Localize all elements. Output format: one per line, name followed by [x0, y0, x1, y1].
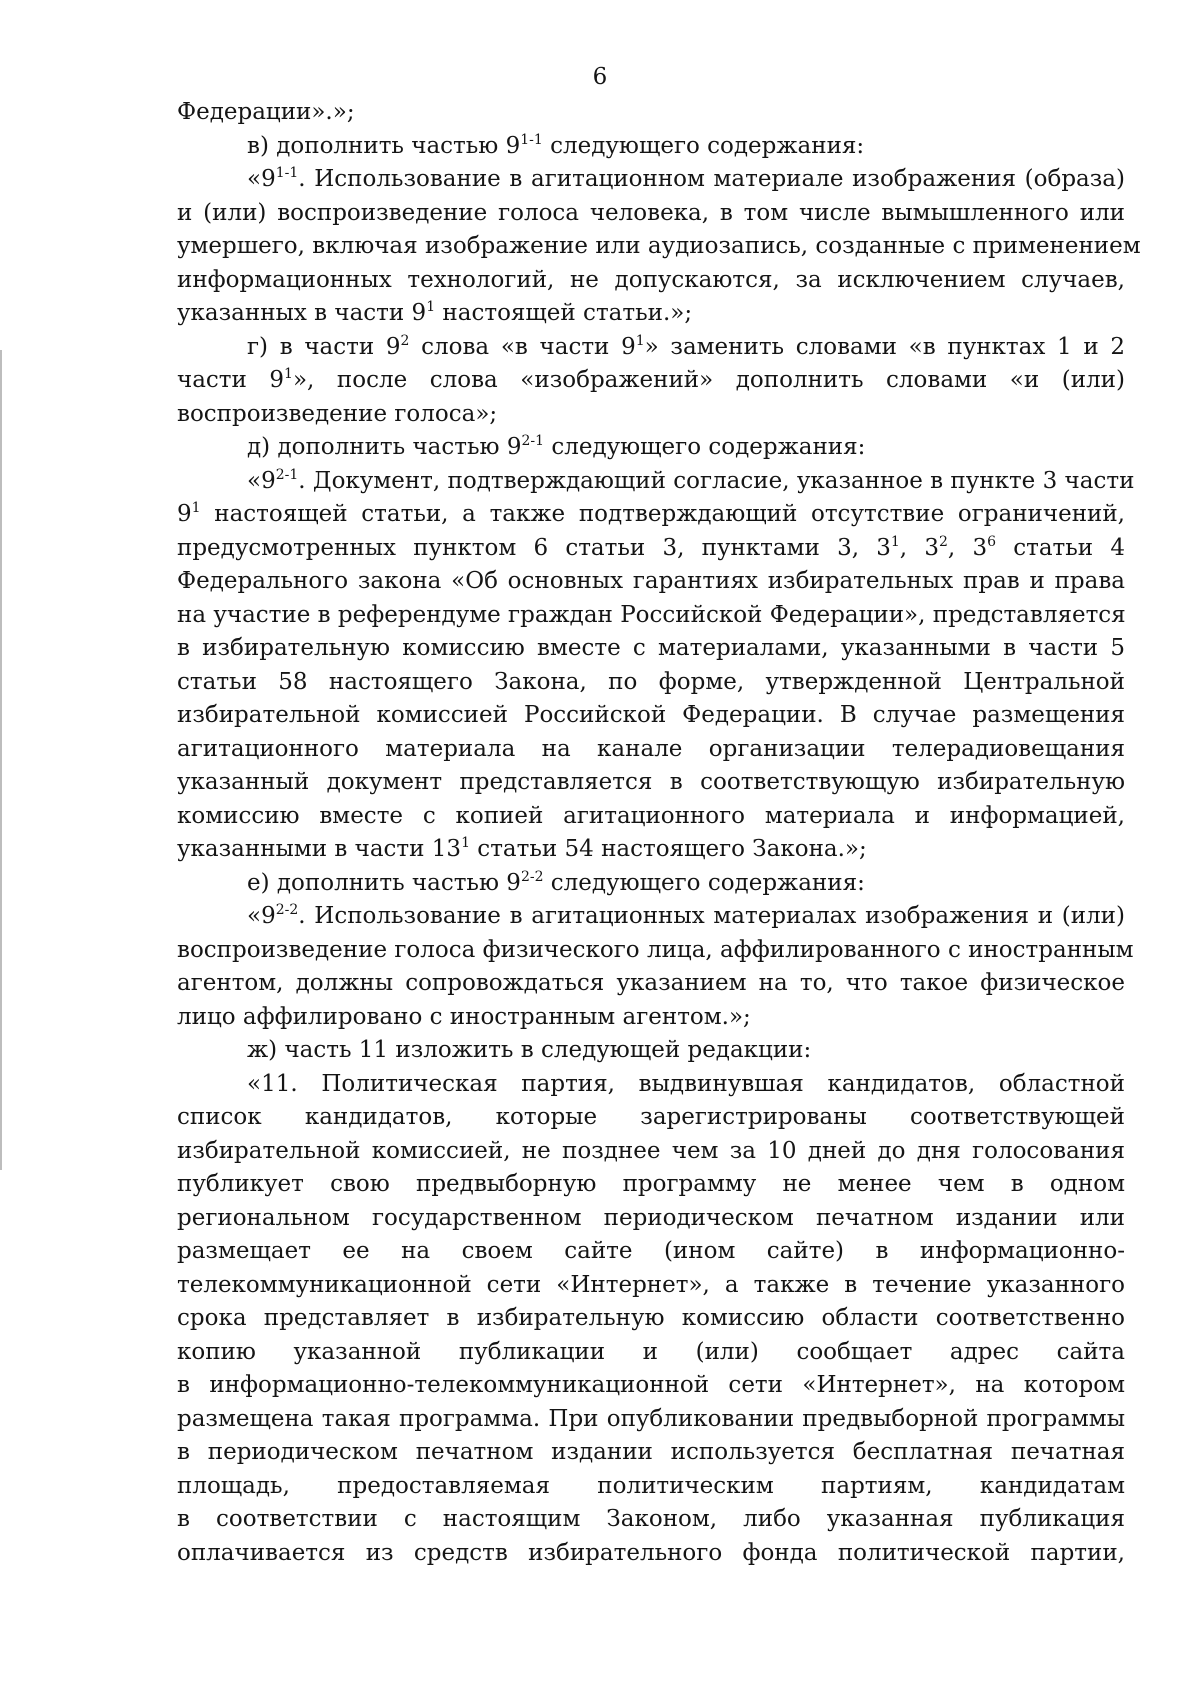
superscript: 2-2 [520, 868, 544, 885]
text-segment: статьи 58 настоящего Закона, по форме, утвержденной Центральной [177, 668, 1125, 695]
text-line [177, 565, 1125, 599]
text-segment: на участие в референдуме граждан Российской Федерации», представляется [177, 601, 1126, 628]
text-line [177, 431, 1125, 465]
text-segment: «11. Политическая партия, выдвинувшая кандидатов, областной [247, 1070, 1125, 1097]
superscript: 1-1 [520, 131, 543, 148]
superscript: 2-1 [521, 433, 545, 449]
text-segment: агентом, должны сопровождаться указанием на то, что такое физическое [177, 970, 1125, 996]
text-segment: «9 [247, 903, 276, 929]
text-line [177, 599, 1125, 633]
text-line [177, 733, 1125, 767]
text-segment: . Документ, подтверждающий согласие, указанное в пункте 3 части [298, 467, 1135, 494]
text-line [177, 197, 1125, 231]
text-line [177, 1235, 1125, 1269]
superscript: 2-1 [275, 466, 299, 483]
text-segment: размещена такая программа. При опубликовании предвыборной программы [177, 1405, 1125, 1432]
text-segment: умершего, включая изображение или аудиозапись, созданные с применением [177, 233, 1141, 259]
text-line [177, 230, 1141, 264]
text-segment: региональном государственном периодическом печатном издании или [177, 1204, 1125, 1231]
superscript: 2-2 [275, 902, 299, 918]
text-line [177, 532, 1125, 566]
text-line [177, 1537, 1125, 1571]
text-line [177, 130, 1125, 164]
text-segment: указанными в части 13 [177, 836, 462, 862]
text-line [177, 163, 1125, 197]
text-line [177, 766, 1125, 800]
text-segment: площадь, предоставляемая политическим партиям, кандидатам [177, 1472, 1125, 1499]
text-segment: лицо аффилировано с иностранным агентом.»; [177, 1003, 751, 1030]
text-segment: . Использование в агитационных материалах изображения и (или) [298, 903, 1125, 929]
text-segment: е) дополнить частью 9 [247, 869, 521, 896]
text-segment: избирательной комиссией, не позднее чем за 10 дней до дня голосования [177, 1137, 1125, 1164]
text-line [177, 1369, 1125, 1403]
text-line [177, 1436, 1125, 1470]
text-segment: следующего содержания: [544, 434, 866, 460]
text-segment: следующего содержания: [542, 132, 865, 159]
text-line [177, 867, 1125, 901]
text-segment: части 9 [177, 367, 285, 393]
text-segment: информационных технологий, не допускаются, за исключением случаев, [177, 266, 1125, 293]
superscript: 1 [191, 500, 201, 516]
text-line [177, 297, 1125, 331]
scan-edge-mark [0, 350, 2, 1170]
text-segment: агитационного материала на канале организации телерадиовещания [177, 735, 1125, 762]
text-segment: ж) часть 11 изложить в следующей редакции: [247, 1037, 812, 1063]
text-segment: телекоммуникационной сети «Интернет», а также в течение указанного [177, 1271, 1125, 1298]
text-segment: указанный документ представляется в соответствующую избирательную [177, 769, 1125, 795]
text-segment: воспроизведение голоса»; [177, 400, 498, 427]
text-line [177, 699, 1125, 733]
text-segment: статьи 54 настоящего Закона.»; [470, 836, 867, 862]
text-line [177, 900, 1125, 934]
text-segment: » заменить словами «в пунктах 1 и 2 [644, 333, 1125, 360]
text-line [177, 398, 1125, 432]
text-line [177, 331, 1125, 365]
text-segment: срока представляет в избирательную комиссию области соответственно [177, 1305, 1125, 1331]
page-number: 6 [592, 64, 608, 90]
text-line [177, 1168, 1125, 1202]
text-line [177, 1135, 1125, 1169]
text-line [177, 1068, 1125, 1102]
text-segment: копию указанной публикации и (или) сообщает адрес сайта [177, 1338, 1125, 1365]
text-segment: настоящей статьи, а также подтверждающий отсутствие ограничений, [200, 501, 1125, 527]
text-segment: в избирательную комиссию вместе с материалами, указанными в части 5 [177, 635, 1125, 661]
text-segment: размещает ее на своем сайте (ином сайте) в информационно- [177, 1238, 1125, 1264]
superscript: 2 [938, 533, 948, 550]
document-body [177, 96, 1141, 1570]
text-segment: оплачивается из средств избирательного фонда политической партии, [177, 1539, 1125, 1566]
text-segment: , 3 [899, 534, 939, 561]
text-segment: в информационно-телекоммуникационной сети «Интернет», на котором [177, 1372, 1125, 1398]
superscript: 1 [426, 299, 436, 315]
text-line [177, 264, 1125, 298]
text-line [177, 465, 1135, 499]
text-segment: и (или) воспроизведение голоса человека, в том числе вымышленного или [177, 199, 1125, 226]
text-segment: воспроизведение голоса физического лица, аффилированного с иностранным [177, 936, 1134, 963]
superscript: 1 [635, 332, 645, 349]
text-line [177, 1403, 1125, 1437]
superscript: 1 [284, 366, 293, 382]
superscript: 1 [890, 533, 900, 550]
superscript: 2 [400, 332, 410, 349]
text-segment: 9 [177, 501, 192, 527]
text-segment: Федерации».»; [177, 99, 355, 125]
text-line [177, 1034, 1125, 1068]
text-line [177, 666, 1125, 700]
text-line [177, 833, 1125, 867]
text-line [177, 96, 1125, 130]
text-segment: статьи 4 [996, 534, 1125, 561]
text-line [177, 934, 1134, 968]
text-line [177, 632, 1125, 666]
text-segment: в) дополнить частью 9 [247, 132, 521, 159]
text-line [177, 1503, 1125, 1537]
superscript: 6 [987, 533, 997, 550]
text-line [177, 498, 1125, 532]
text-segment: в соответствии с настоящим Законом, либо указанная публикация [177, 1506, 1125, 1532]
text-line [177, 364, 1125, 398]
text-segment: комиссию вместе с копией агитационного материала и информацией, [177, 802, 1125, 829]
text-segment: », после слова «изображений» дополнить словами «и (или) [292, 367, 1125, 393]
text-segment: следующего содержания: [543, 869, 865, 896]
text-segment: в периодическом печатном издании используется бесплатная печатная [177, 1439, 1125, 1465]
text-line [177, 1470, 1125, 1504]
text-segment: , 3 [947, 534, 988, 561]
text-segment: публикует свою предвыборную программу не менее чем в одном [177, 1171, 1125, 1197]
text-segment: д) дополнить частью 9 [247, 434, 522, 460]
text-line [177, 1101, 1125, 1135]
superscript: 1-1 [275, 165, 299, 181]
text-segment: указанных в части 9 [177, 300, 427, 326]
text-segment: список кандидатов, которые зарегистрированы соответствующей [177, 1104, 1125, 1130]
text-segment: «9 [247, 166, 276, 192]
text-line [177, 1001, 1125, 1035]
text-line [177, 1336, 1125, 1370]
superscript: 1 [461, 835, 470, 851]
text-segment: слова «в части 9 [409, 333, 636, 360]
text-segment: г) в части 9 [247, 333, 401, 360]
text-segment: настоящей статьи.»; [435, 300, 693, 326]
text-segment: . Использование в агитационном материале изображения (образа) [298, 166, 1125, 192]
text-line [177, 1302, 1125, 1336]
text-line [177, 967, 1125, 1001]
text-segment: предусмотренных пунктом 6 статьи 3, пунктами 3, 3 [177, 534, 891, 561]
text-segment: избирательной комиссией Российской Федерации. В случае размещения [177, 702, 1125, 728]
text-line [177, 800, 1125, 834]
text-line [177, 1269, 1125, 1303]
text-line [177, 1202, 1125, 1236]
text-segment: «9 [247, 467, 276, 494]
text-segment: Федерального закона «Об основных гарантиях избирательных прав и права [177, 568, 1125, 594]
